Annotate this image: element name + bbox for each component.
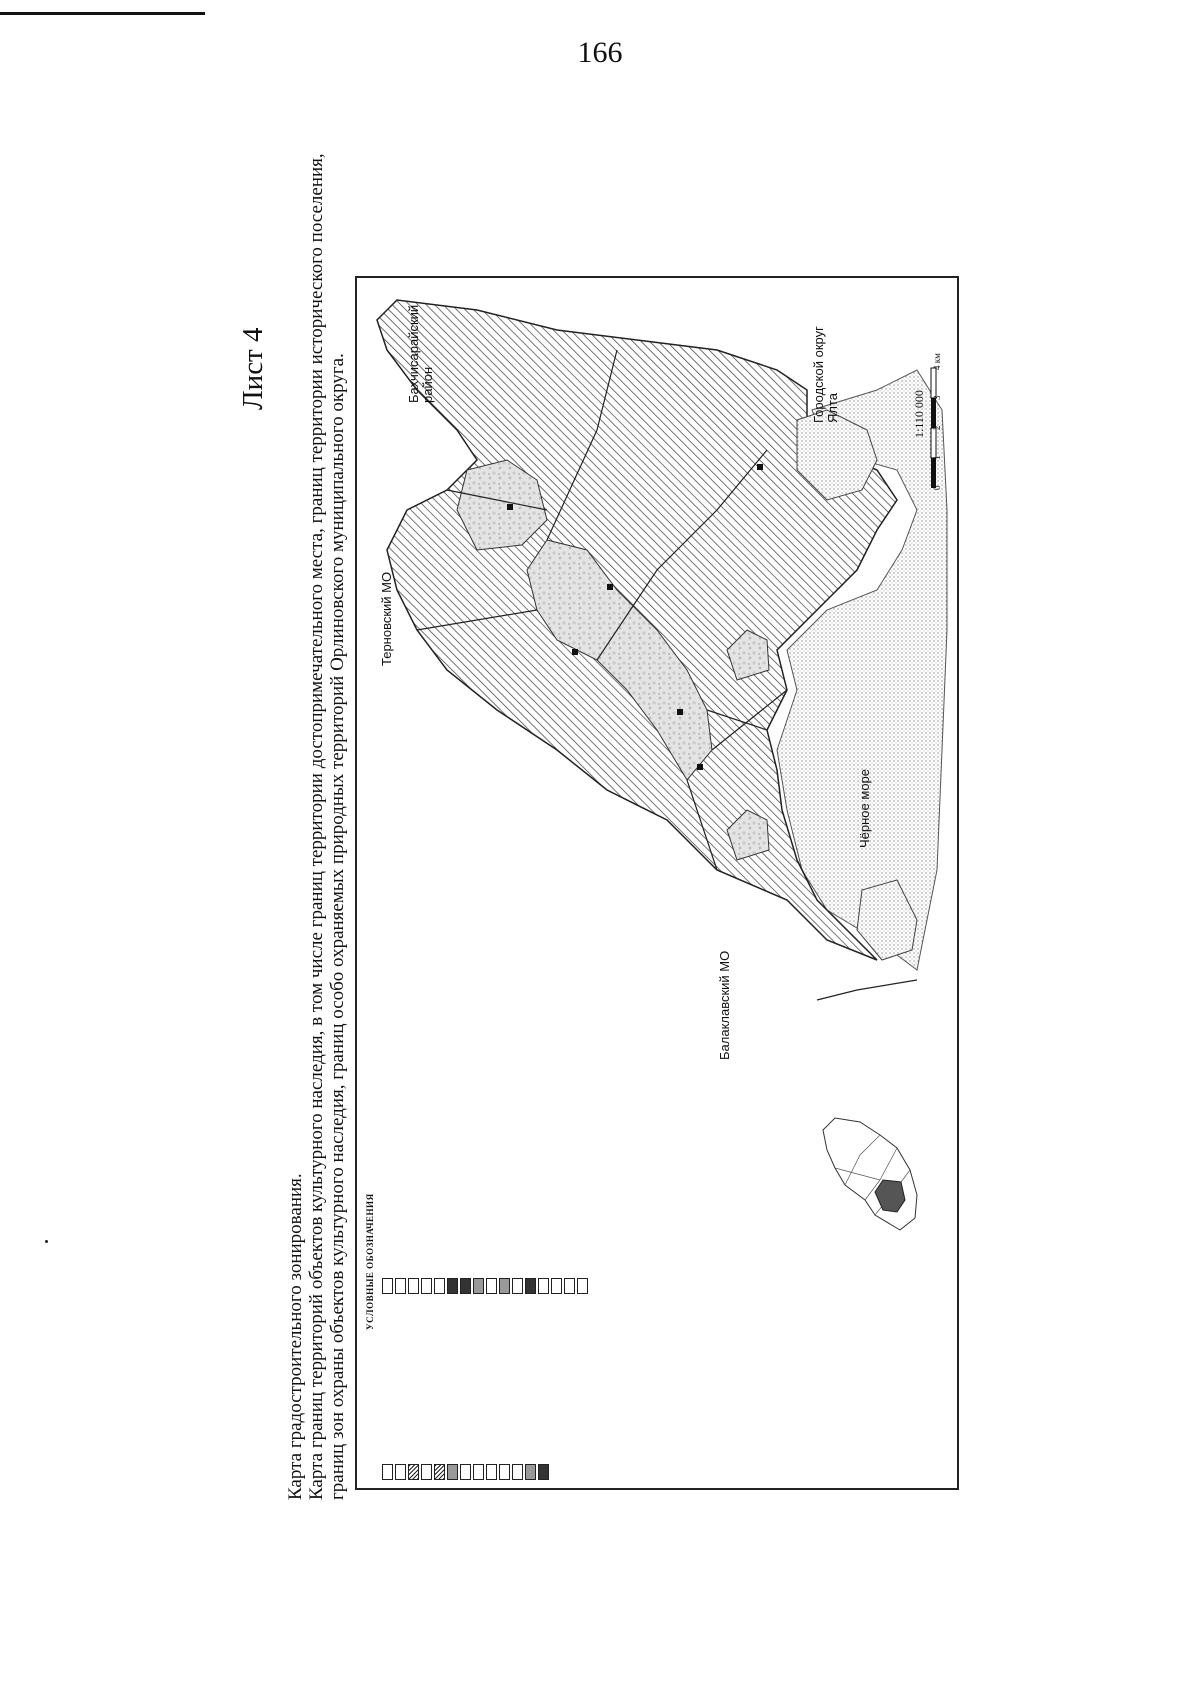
legend-item [511,1305,523,1480]
legend-swatch [382,1464,393,1480]
scale-ratio: 1:110 000 [912,390,926,438]
legend-swatch [486,1278,497,1294]
legend-swatch [473,1278,484,1294]
legend-swatch [551,1278,562,1294]
legend-item [524,1305,536,1480]
header-rule [0,12,205,15]
label-yalta: Городской округ Ялта [811,326,840,423]
legend-item [381,1305,393,1480]
legend-item [420,1114,432,1294]
legend-item [472,1305,484,1480]
legend-swatch [538,1464,549,1480]
legend-swatch [499,1278,510,1294]
scale-tick-label: 1 [932,455,942,460]
legend-item [407,1114,419,1294]
label-bakhchisaray: Бахчисарайский район [406,304,435,403]
legend-item [537,1114,549,1294]
monument-marker [572,649,578,655]
zoning-map [357,280,957,1110]
scale-tick-label: 0 [932,485,942,490]
legend-swatch [447,1464,458,1480]
map-legend [365,1110,945,1480]
legend-title: УСЛОВНЫЕ ОБОЗНАЧЕНИЯ [365,1193,375,1330]
district-border-line [817,980,917,1000]
label-black-sea: Чёрное море [857,768,872,848]
scale-tick-label: 4 км [932,353,942,370]
monument-marker [677,709,683,715]
legend-swatch [434,1464,445,1480]
legend-swatch [486,1464,497,1480]
monument-marker [697,764,703,770]
legend-swatch [395,1278,406,1294]
legend-item [524,1114,536,1294]
legend-swatch [473,1464,484,1480]
legend-swatch [577,1278,588,1294]
rotated-sheet-content [235,140,1000,1540]
legend-swatch [460,1278,471,1294]
legend-item [446,1114,458,1294]
map-title-line-1: Карта градостроительного зонирования. [285,1173,306,1500]
map-title-line-3: границ зон охраны объектов культурного наследия, границ особо охраняемых природных территорий Орлиновского муниципального округа. [327,353,348,1500]
legend-swatch [538,1278,549,1294]
legend-item [498,1114,510,1294]
legend-item [576,1114,588,1294]
legend-swatch [447,1278,458,1294]
legend-item [511,1114,523,1294]
legend-item [407,1305,419,1480]
legend-item [420,1305,432,1480]
map-frame [355,276,959,1490]
label-ternovsky: Терновский МО [379,571,394,666]
legend-item [459,1305,471,1480]
legend-column-left [381,1305,550,1480]
legend-swatch [421,1464,432,1480]
legend-swatch [395,1464,406,1480]
page-number: 166 [577,36,623,69]
legend-item [381,1114,393,1294]
monument-marker [607,584,613,590]
legend-swatch [512,1464,523,1480]
legend-swatch [512,1278,523,1294]
monument-marker [757,464,763,470]
legend-swatch [460,1464,471,1480]
scale-bar [925,338,945,488]
legend-item [472,1114,484,1294]
legend-swatch [434,1278,445,1294]
legend-column-right [381,1114,589,1294]
legend-item [446,1305,458,1480]
locator-inset-map [805,1110,935,1240]
legend-item [433,1114,445,1294]
legend-swatch [564,1278,575,1294]
legend-item [550,1114,562,1294]
legend-swatch [382,1278,393,1294]
map-title-block [285,153,348,1500]
legend-swatch [408,1464,419,1480]
legend-item [498,1305,510,1480]
scale-tick-label: 3 [932,395,942,400]
legend-item [394,1305,406,1480]
legend-item [485,1305,497,1480]
legend-item [485,1114,497,1294]
scale-tick-label: 2 [932,425,942,430]
map-title-line-2: Карта границ территорий объектов культурного наследия, в том числе границ территории достопримечательного места, границ территории исторического поселения, [306,153,327,1500]
legend-item [537,1305,549,1480]
legend-swatch [525,1278,536,1294]
sheet-label: Лист 4 [237,327,269,410]
margin-speck [45,1240,48,1243]
legend-item [459,1114,471,1294]
legend-swatch [525,1464,536,1480]
legend-swatch [421,1278,432,1294]
legend-swatch [408,1278,419,1294]
legend-swatch [499,1464,510,1480]
label-balaklava: Балаклавский МО [717,950,732,1060]
map-sheet [235,140,1000,1540]
legend-item [563,1114,575,1294]
legend-item [394,1114,406,1294]
legend-item [433,1305,445,1480]
monument-marker [507,504,513,510]
